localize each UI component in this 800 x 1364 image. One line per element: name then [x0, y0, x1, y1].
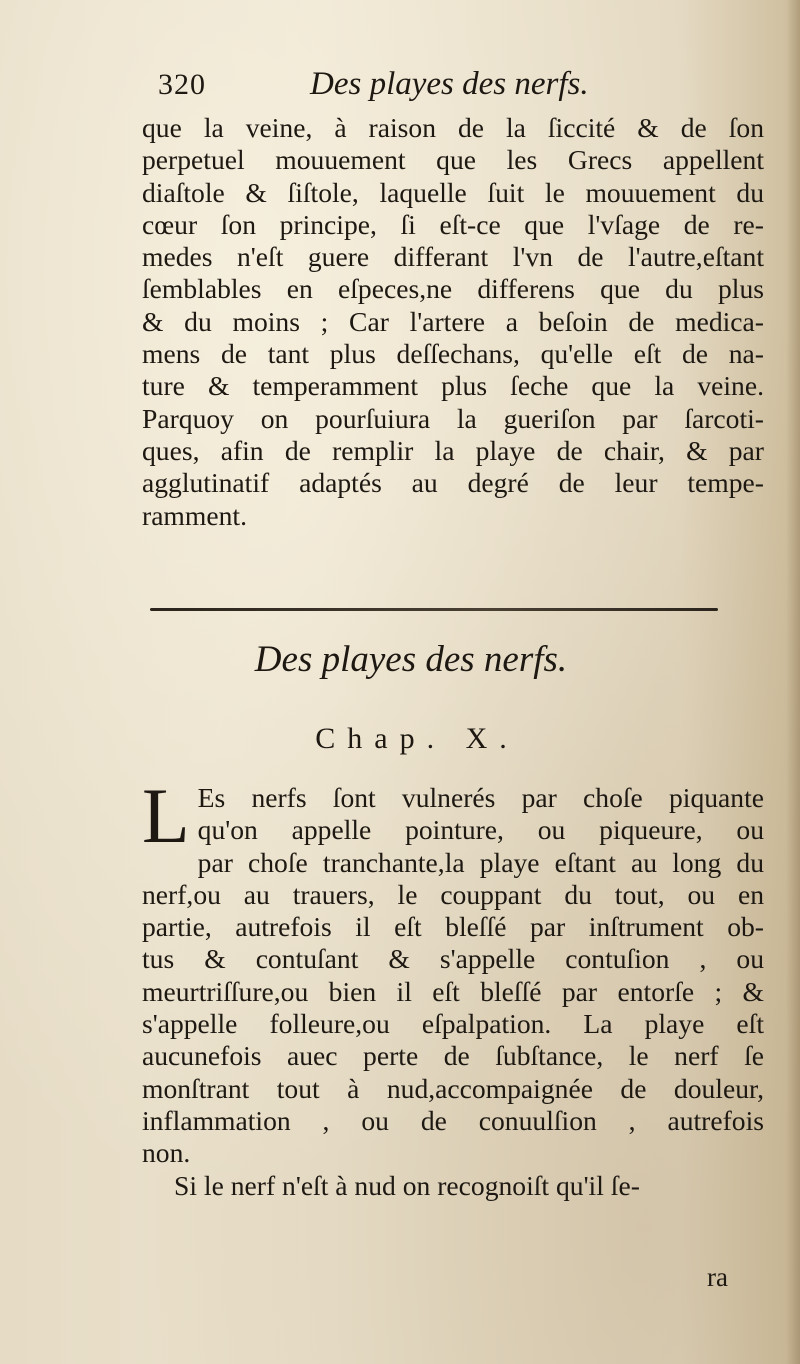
text-line: ramment.	[142, 499, 247, 531]
text-line: Es nerfs ſont vulnerés par choſe piquante	[197, 782, 764, 813]
text-line: monſtrant tout à nud,accompaignée de douleur,	[142, 1072, 764, 1104]
text-line: inflammation , ou de conuulſion , autrefois	[142, 1104, 764, 1136]
page-edge-shadow	[786, 0, 800, 1364]
text-line: ſemblables en eſpeces,ne differens que du plus	[142, 273, 764, 305]
text-line: aucunefois auec perte de ſubſtance, le nerf ſe	[142, 1040, 764, 1072]
section-divider-rule	[150, 608, 718, 611]
text-line: meurtriſſure,ou bien il eſt bleſſé par entorſe ; &	[142, 975, 764, 1007]
text-line: agglutinatif adaptés au degré de leur tempe-	[142, 467, 764, 499]
chapter-body	[142, 772, 764, 1202]
text-line: ture & temperamment plus ſeche que la veine.	[142, 370, 764, 402]
text-line: que la veine, à raison de la ſiccité & de ſon	[142, 112, 764, 143]
text-line: nerf,ou au trauers, le couppant du tout, ou en	[142, 878, 764, 910]
text-line: par choſe tranchante,la playe eſtant au long du	[197, 846, 764, 878]
text-line: partie, autrefois il eſt bleſſé par inſtrument ob-	[142, 911, 764, 943]
text-line: diaſtole & ſiſtole, laquelle ſuit le mouuement du	[142, 176, 764, 208]
paragraph-continuation	[142, 112, 764, 532]
chapter-heading: Chap. X.	[315, 722, 519, 755]
running-title: Des playes des nerfs.	[310, 66, 589, 102]
text-line: non.	[142, 1137, 191, 1169]
page-number: 320	[158, 68, 206, 101]
text-line: medes n'eſt guere differant l'vn de l'autre,eſtant	[142, 241, 764, 273]
catchword: ra	[707, 1262, 728, 1292]
text-line: qu'on appelle pointure, ou piqueure, ou	[197, 814, 764, 846]
text-line: s'appelle folleure,ou eſpalpation. La playe eſt	[142, 1008, 764, 1040]
text-line: tus & contuſant & s'appelle contuſion , ou	[142, 943, 764, 975]
text-line: cœur ſon principe, ſi eſt-ce que l'vſage de re-	[142, 208, 764, 240]
text-line: perpetuel mouuement que les Grecs appellent	[142, 144, 764, 176]
section-title: Des playes des nerfs.	[254, 639, 568, 680]
text-line: Si le nerf n'eſt à nud on recognoiſt qu'il ſe-	[174, 1169, 640, 1201]
text-line: mens de tant plus deſſechans, qu'elle eſt de na-	[142, 338, 764, 370]
text-line: Parquoy on pourſuiura la gueriſon par ſarcoti-	[142, 402, 764, 434]
text-line: ques, afin de remplir la playe de chair, & par	[142, 434, 764, 466]
drop-cap-initial: L	[142, 772, 190, 859]
running-head	[158, 68, 758, 112]
text-line: & du moins ; Car l'artere a beſoin de medica-	[142, 305, 764, 337]
